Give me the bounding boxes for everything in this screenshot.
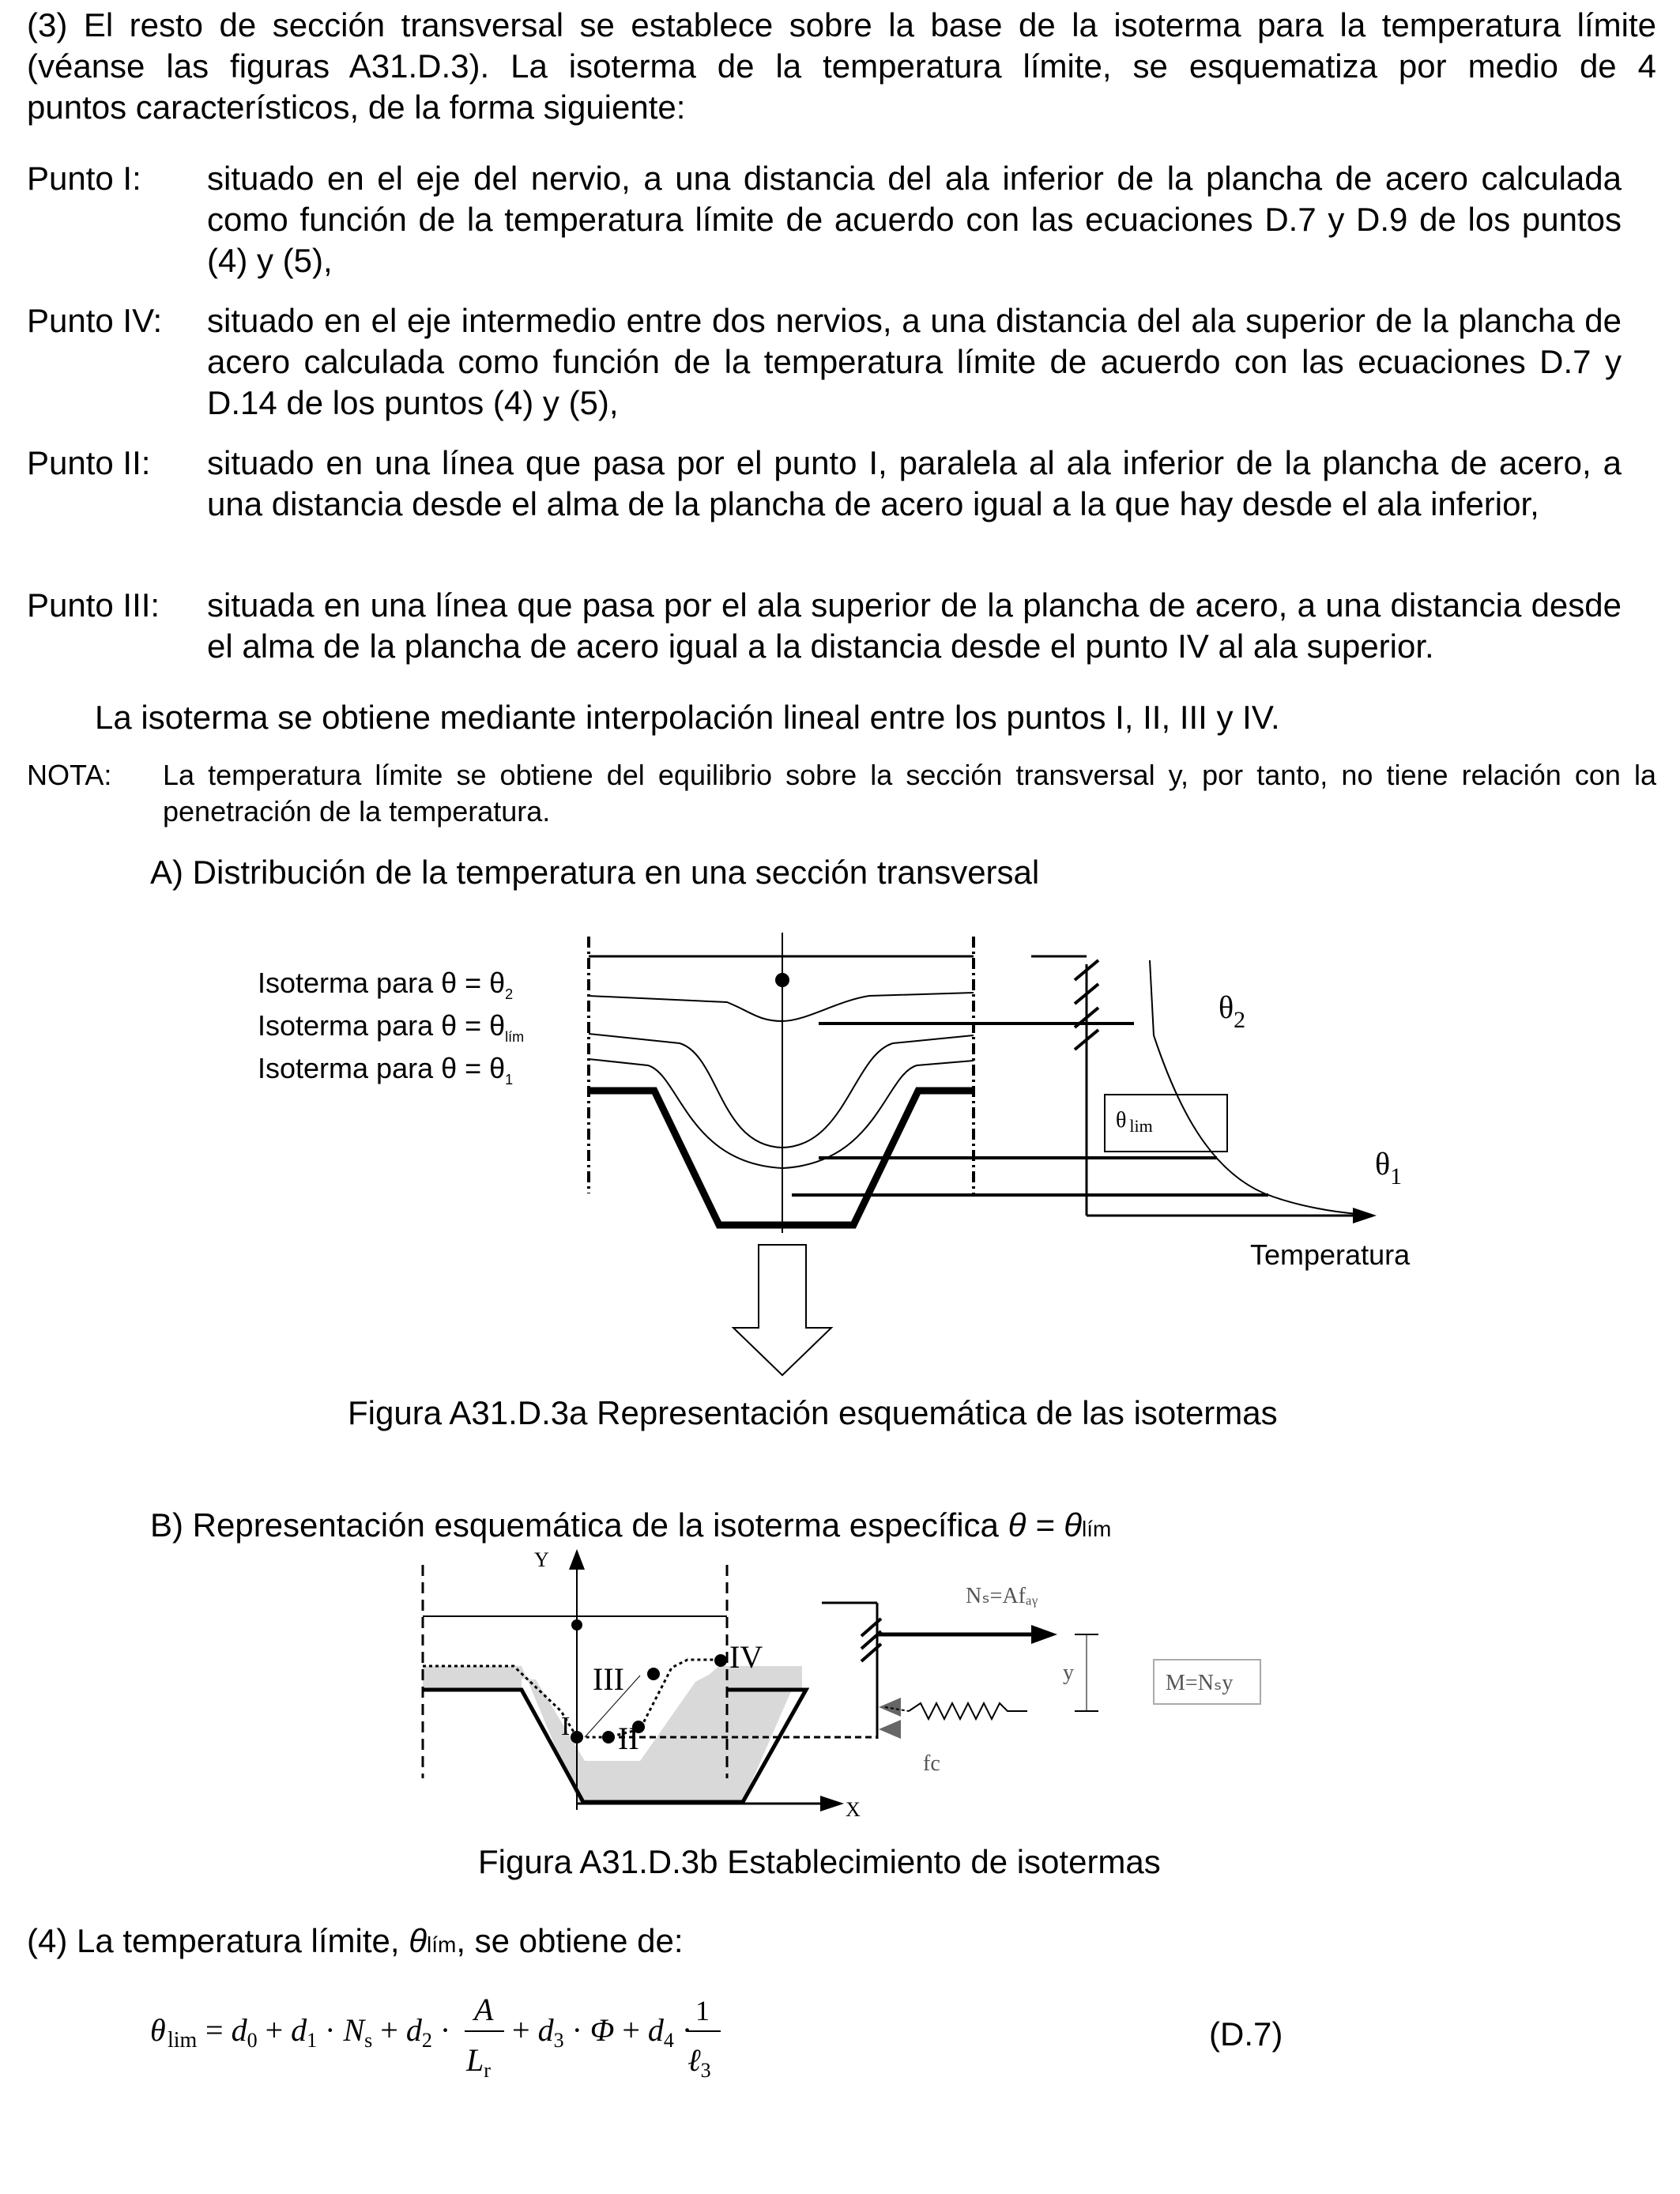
point-2-text: situado en una línea que pasa por el punto I, paralela al ala inferior de la plancha de acero, a una distancia desde el alma de la plancha de acero igual a la que hay desde el ala inferior, — [207, 444, 1622, 522]
note-label: NOTA: — [27, 759, 112, 791]
svg-text:Lr: $L_r$ — [466, 2042, 491, 2082]
svg-text:1: 1 — [695, 1995, 710, 2026]
iso-label-lim: Isoterma para θ = θ — [258, 1009, 506, 1042]
figure-b-heading: B) Representación esquemática de la isoterma específica θ = θlím — [150, 1506, 1112, 1544]
force-label: Nₛ=Afₐᵧ — [966, 1584, 1038, 1608]
svg-text:fc: fc — [923, 1751, 940, 1776]
interpolation-text: La isoterma se obtiene mediante interpolación lineal entre los puntos I, II, III y IV. — [95, 699, 1280, 736]
svg-text:y: y — [1063, 1661, 1074, 1685]
point-1-text: situado en el eje del nervio, a una distancia del ala inferior de la plancha de acero calculada como función de la temperatura límite de acuerdo con las ecuaciones D.7 y D.9 de los puntos (4) y (5), — [207, 160, 1622, 279]
figure-b-caption: Figura A31.D.3b Establecimiento de isotermas — [478, 1843, 1161, 1880]
svg-text:θlim: θ $_{lim}$ — [1116, 1108, 1153, 1136]
figure-a-diagram — [237, 917, 1470, 1391]
figure-a-caption: Figura A31.D.3a Representación esquemática de las isotermas — [348, 1394, 1278, 1431]
svg-text:ℓ3: ℓ$_3$ — [687, 2042, 711, 2082]
figure-b-diagram — [395, 1549, 1304, 1818]
temperature-curve — [1150, 960, 1359, 1214]
svg-text:Isoterma para θ = θ1: Isoterma para $\theta = \theta_1$ — [258, 1052, 514, 1088]
svg-text:lim: lim — [168, 2028, 198, 2053]
point-3-label: Punto III: — [27, 586, 160, 624]
svg-text:θ: θ — [150, 2012, 166, 2048]
temperatura-label: Temperatura — [1250, 1238, 1411, 1271]
svg-text:+ d3 · Φ + d4 ·: + $d_3 \cdot \Phi + d_4$ · — [512, 2012, 693, 2052]
theta-1-label: $\theta_1$ — [1375, 1146, 1403, 1189]
iso-label-2: Isoterma para θ = θ — [258, 967, 506, 999]
point-2-label: Punto II: — [27, 444, 151, 481]
svg-text:M=Nₛy: M=Nₛy — [1166, 1671, 1234, 1695]
hollow-down-arrow — [733, 1245, 831, 1375]
note-text: La temperatura límite se obtiene del equilibrio sobre la sección transversal y, por tanto, no tiene relación con la penetración de la temperatura. — [163, 759, 1656, 827]
figure-a-heading: A) Distribución de la temperatura en una sección transversal — [150, 854, 1040, 891]
svg-text:X: X — [846, 1798, 861, 1818]
point-4-text: situado en el eje intermedio entre dos nervios, a una distancia del ala superior de la plancha de acero calculada como función de la temperatura límite de acuerdo con las ecuaciones D.7 y D.14 de los puntos (4) y (5), — [207, 302, 1622, 421]
isotherm-theta-2 — [589, 993, 974, 1021]
point-1-label: Punto I: — [27, 160, 141, 197]
center-point — [775, 973, 789, 987]
point-4-label: Punto IV: — [27, 302, 163, 339]
svg-text:III: III — [593, 1661, 624, 1697]
isotherm-theta-1 — [589, 1059, 974, 1168]
svg-text:= d0 + d1 · Ns + d2 ·: = $d_0 + d_1 \cdot N_s + d_2$ · — [205, 2012, 451, 2052]
equation-d7 — [150, 1992, 782, 2087]
spring-line — [909, 1703, 1027, 1719]
temp-axis-arrow — [1353, 1208, 1377, 1223]
intro-line-3: puntos característicos, de la forma siguiente: — [27, 89, 686, 126]
svg-text:Y: Y — [534, 1549, 549, 1571]
iso-label-1: Isoterma para θ = θ — [258, 1052, 506, 1084]
svg-text:I: I — [561, 1712, 571, 1741]
intro-line-2: (véanse las figuras A31.D.3). La isoterma de la temperatura límite, se esquematiza por medio de 4 — [27, 47, 1656, 85]
theta-2-label: $\theta_2$ — [1219, 990, 1246, 1033]
point-3-text: situada en una línea que pasa por el ala superior de la plancha de acero, a una distancia desde el alma de la plancha de acero igual a la distancia desde el punto IV al ala superior. — [207, 586, 1622, 665]
section-4-heading: (4) La temperatura límite, θlím, se obtiene de: — [27, 1922, 684, 1959]
svg-text:IV: IV — [729, 1639, 763, 1675]
svg-text:Isoterma para θ = θ2: Isoterma para $\theta = \theta_2$ — [258, 967, 514, 1002]
equation-number: (D.7) — [1209, 2015, 1283, 2053]
svg-text:A: A — [474, 1992, 494, 2027]
svg-text:Isoterma para θ = θlím: Isoterma para $\theta = \theta_{lím}$ — [258, 1009, 525, 1045]
intro-line-1: (3) El resto de sección transversal se establece sobre la base de la isoterma para la temperatura límite — [27, 6, 1656, 43]
svg-text:II: II — [618, 1721, 639, 1756]
